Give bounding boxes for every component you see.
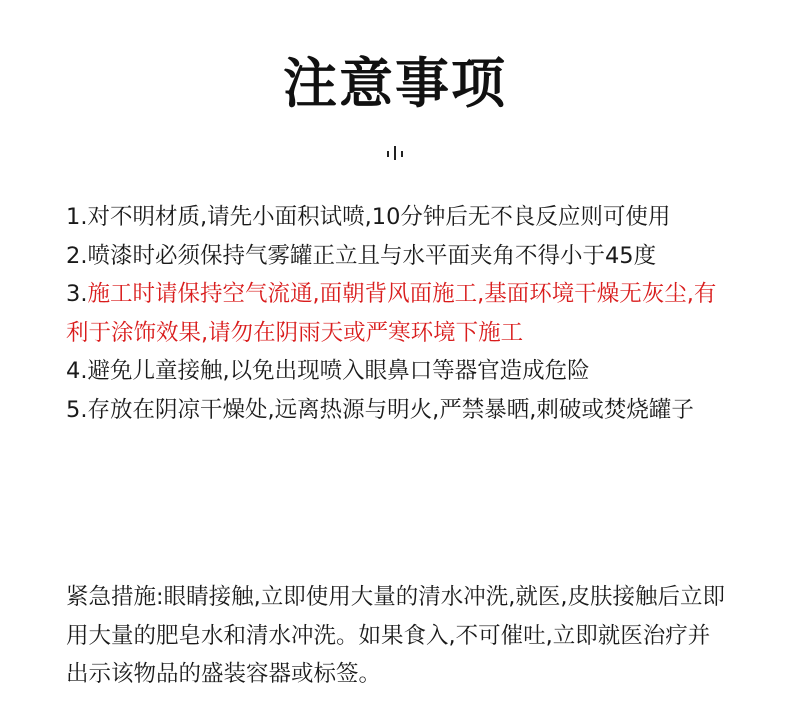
note-item-5: 5.存放在阴凉干燥处,远离热源与明火,严禁暴晒,刺破或焚烧罐子 (66, 396, 694, 423)
note-item-3-number: 3. (66, 281, 88, 308)
note-item-3-text: 施工时请保持空气流通,面朝背风面施工,基面环境干燥无灰尘,有利于涂饰效果,请勿在阴雨天或严寒环境下施工 (66, 281, 717, 346)
divider-icon (384, 146, 406, 160)
note-item-2: 2.喷漆时必须保持气雾罐正立且与水平面夹角不得小于45度 (66, 242, 657, 269)
emergency-measures: 紧急措施:眼睛接触,立即使用大量的清水冲洗,就医,皮肤接触后立即用大量的肥皂水和清水冲洗。如果食入,不可催吐,立即就医治疗并出示该物品的盛装容器或标签。 (66, 584, 726, 688)
note-item-3 (66, 275, 726, 352)
notes-list (66, 198, 726, 430)
page-title: 注意事项 (283, 52, 507, 115)
note-item-4: 4.避免儿童接触,以免出现喷入眼鼻口等器官造成危险 (66, 358, 590, 385)
note-item-1: 1.对不明材质,请先小面积试喷,10分钟后无不良反应则可使用 (66, 204, 671, 230)
